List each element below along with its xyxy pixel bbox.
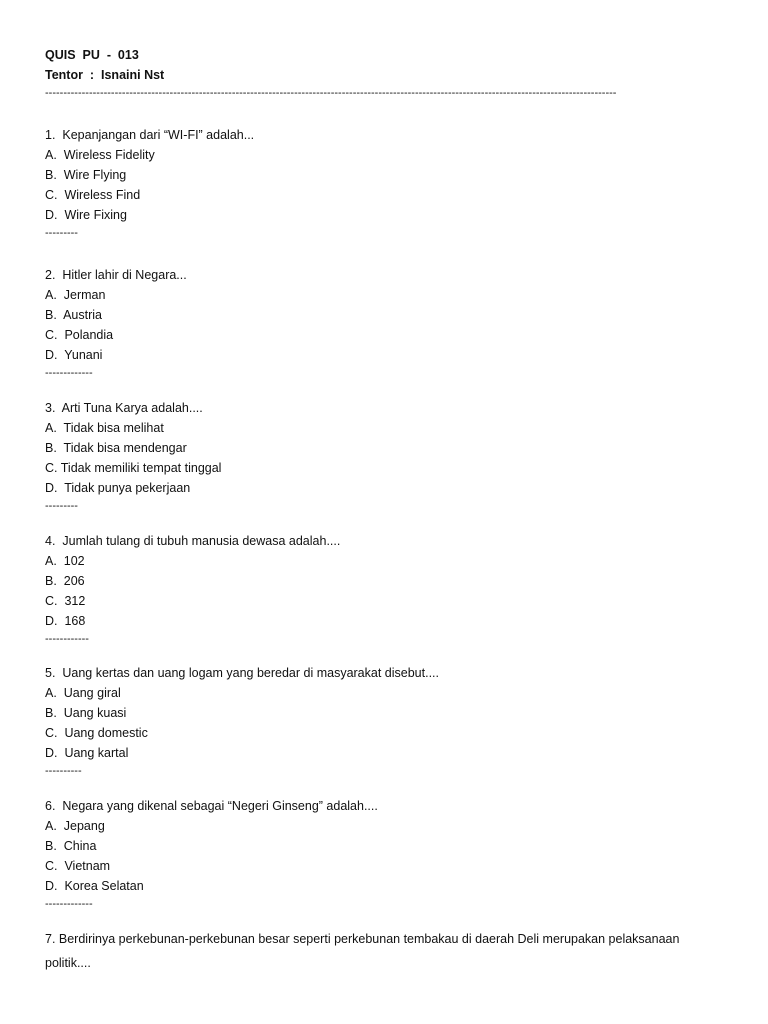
option-d: D. Uang kartal <box>45 746 129 760</box>
question-separator: ------------- <box>45 898 93 910</box>
option-d: D. 168 <box>45 614 86 628</box>
header-divider: ------------------------------------------------------------------------------------------------------------------------------------------------------------ <box>45 87 617 99</box>
question-separator: ---------- <box>45 765 82 777</box>
option-a: A. Uang giral <box>45 686 121 700</box>
question-separator: --------- <box>45 227 78 239</box>
option-c: C. Tidak memiliki tempat tinggal <box>45 461 222 475</box>
question-text: 6. Negara yang dikenal sebagai “Negeri Ginseng” adalah.... <box>45 799 378 813</box>
tentor-line: Tentor : Isnaini Nst <box>45 68 165 82</box>
question-text: 3. Arti Tuna Karya adalah.... <box>45 401 203 415</box>
question-separator: --------- <box>45 500 78 512</box>
question-text: 7. Berdirinya perkebunan-perkebunan besar seperti perkebunan tembakau di daerah Deli merupakan pelaksanaan politik.... <box>45 932 680 970</box>
option-d: D. Tidak punya pekerjaan <box>45 481 191 495</box>
option-c: C. 312 <box>45 594 86 608</box>
option-c: C. Polandia <box>45 328 114 342</box>
quiz-title: QUIS PU - 013 <box>45 48 139 62</box>
option-b: B. Uang kuasi <box>45 706 127 720</box>
option-a: A. Jerman <box>45 288 106 302</box>
option-a: A. Jepang <box>45 819 105 833</box>
option-b: B. China <box>45 839 97 853</box>
question-5 <box>45 663 725 779</box>
option-a: A. Wireless Fidelity <box>45 148 155 162</box>
option-d: D. Wire Fixing <box>45 208 127 222</box>
option-c: C. Uang domestic <box>45 726 148 740</box>
question-7 <box>45 927 705 975</box>
question-3 <box>45 398 725 514</box>
option-c: C. Wireless Find <box>45 188 141 202</box>
option-a: A. 102 <box>45 554 85 568</box>
question-text: 1. Kepanjangan dari “WI-FI” adalah... <box>45 128 255 142</box>
option-b: B. Austria <box>45 308 102 322</box>
option-b: B. Wire Flying <box>45 168 127 182</box>
option-c: C. Vietnam <box>45 859 111 873</box>
question-4 <box>45 531 725 647</box>
option-d: D. Yunani <box>45 348 103 362</box>
option-b: B. Tidak bisa mendengar <box>45 441 187 455</box>
question-2 <box>45 265 725 381</box>
option-d: D. Korea Selatan <box>45 879 144 893</box>
question-text: 4. Jumlah tulang di tubuh manusia dewasa adalah.... <box>45 534 341 548</box>
question-separator: ------------- <box>45 367 93 379</box>
question-separator: ------------ <box>45 633 89 645</box>
option-b: B. 206 <box>45 574 85 588</box>
option-a: A. Tidak bisa melihat <box>45 421 164 435</box>
question-6 <box>45 796 725 912</box>
question-text: 5. Uang kertas dan uang logam yang beredar di masyarakat disebut.... <box>45 666 439 680</box>
question-1 <box>45 125 725 241</box>
question-text: 2. Hitler lahir di Negara... <box>45 268 187 282</box>
